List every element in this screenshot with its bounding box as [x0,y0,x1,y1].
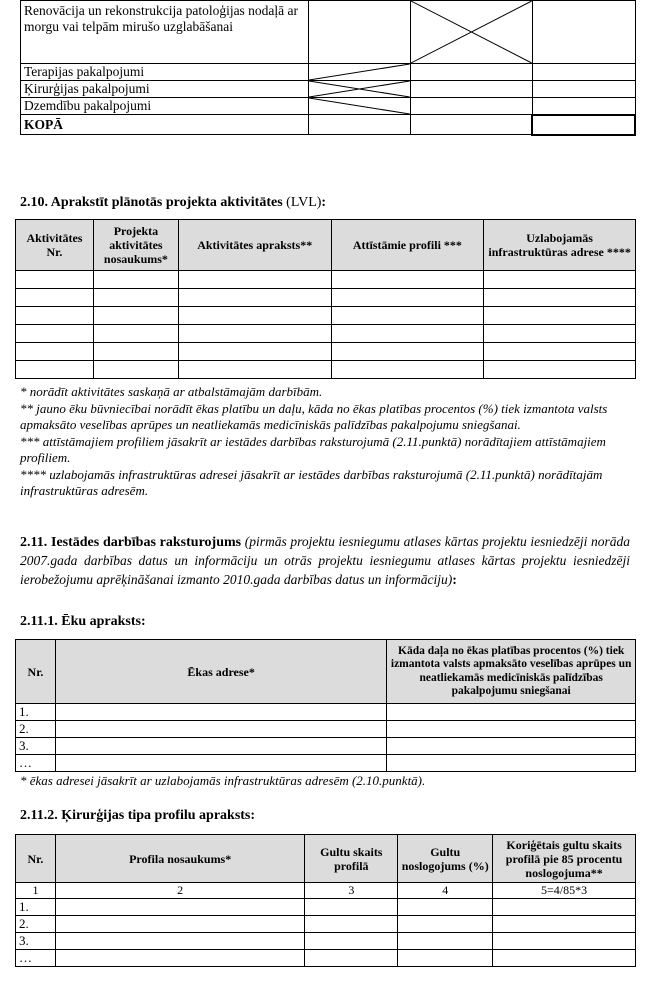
section-210-heading: 2.10. Aprakstīt plānotās projekta aktivitātes (LVL): [20,195,327,210]
row-label-total: KOPĀ [21,115,309,135]
crossed-cell [309,64,411,81]
table-row [21,98,636,115]
crossed-cell [309,81,411,98]
table-row [16,289,636,307]
row-label: Terapijas pakalpojumi [21,64,309,81]
col-header: Attīstāmie profili *** [331,220,484,271]
footnote: ** jauno ēku būvniecībai norādīt ēkas platību un daļu, kāda no ēkas platības procentos (%) tiek izmantota valsts apmaksāto veselības aprūpes un neatliekamās medicīniskās palīdzības pakalpojumu sniegšanai. [20,400,608,432]
table-row [16,361,636,379]
col-header: Aktivitātes Nr. [16,220,94,271]
surgical-profiles-table [15,834,636,967]
col-header: Nr. [16,835,56,883]
crossed-cell [309,98,411,115]
table-row: 3. [16,933,636,950]
footnote: *** attīstāmajiem profiliem jāsakrīt ar iestādes darbības raksturojumā (2.11.punktā) norādītajiem attīstāmajiem profiliem. [20,433,606,465]
col-header: Profila nosaukums* [55,835,304,883]
col-header: Gultu skaits profilā [305,835,398,883]
table-row: 1. [16,704,636,721]
crossed-cell [309,1,411,64]
col-header: Kāda daļa no ēkas platības procentos (%) tiek izmantota valsts apmaksāto veselības aprūpes un neatliekamās medicīniskās palīdzības pakalpojumu sniegšanai [387,640,636,704]
table-row [16,307,636,325]
table-row [16,343,636,361]
crossed-cell [532,1,635,64]
section-210-notes [20,384,630,500]
section-211-heading: 2.11. Iestādes darbības raksturojums (pirmās projektu iesniegumu atlases kārtas projektu iesniedzēji norāda 2007.gada darbības datus un informāciju un otrās projektu iesniegumu atlases kārtas projektu iesniedzēji ierobežojumu aprēķināšanai izmanto 2010.gada darbības datus un informāciju): [20,534,630,588]
top-table [20,0,636,136]
activities-table [15,219,636,379]
total-cell [532,115,635,135]
table-row: 1. [16,899,636,916]
table-row [21,64,636,81]
col-header: Nr. [16,640,56,704]
section-2111-heading: 2.11.1. Ēku apraksts: [20,614,146,629]
col-header: Aktivitātes apraksts** [178,220,331,271]
table-row: … [16,950,636,967]
table-row: 2. [16,916,636,933]
footnote: * norādīt aktivitātes saskaņā ar atbalstāmajām darbībām. [20,384,323,399]
table-row [16,325,636,343]
table-header-row [16,220,636,271]
table-header-row [16,640,636,704]
table-row [21,1,636,64]
col-header: Ēkas adrese* [55,640,386,704]
col-header: Uzlabojamās infrastruktūras adrese **** [484,220,636,271]
col-header: Koriģētais gultu skaits profilā pie 85 procentu noslogojuma** [493,835,636,883]
section-2111-note: * ēkas adresei jāsakrīt ar uzlabojamās infrastruktūras adresēm (2.10.punktā). [20,773,426,788]
table-row: 2. [16,721,636,738]
col-header: Gultu noslogojums (%) [398,835,493,883]
crossed-cell [411,1,533,64]
row-label: Dzemdību pakalpojumi [21,98,309,115]
table-row [21,81,636,98]
buildings-table [15,639,636,772]
col-header: Projekta aktivitātes nosaukums* [93,220,178,271]
table-row [21,115,636,135]
table-header-row [16,835,636,883]
footnote: **** uzlabojamās infrastruktūras adresei jāsakrīt ar iestādes darbības raksturojumā (2.11.punktā) norādītajām infrastruktūras adresēm. [20,466,603,498]
table-row [16,271,636,289]
column-number-row: 1 2 3 4 5=4/85*3 [16,883,636,899]
table-row: 3. [16,738,636,755]
row-label: Renovācija un rekonstrukcija patoloģijas nodaļā ar morgu vai telpām mirušo uzglabāšanai [21,1,309,64]
table-row: … [16,755,636,772]
section-2112-heading: 2.11.2. Ķirurģijas tipa profilu apraksts: [20,808,256,823]
row-label: Ķirurģijas pakalpojumi [21,81,309,98]
